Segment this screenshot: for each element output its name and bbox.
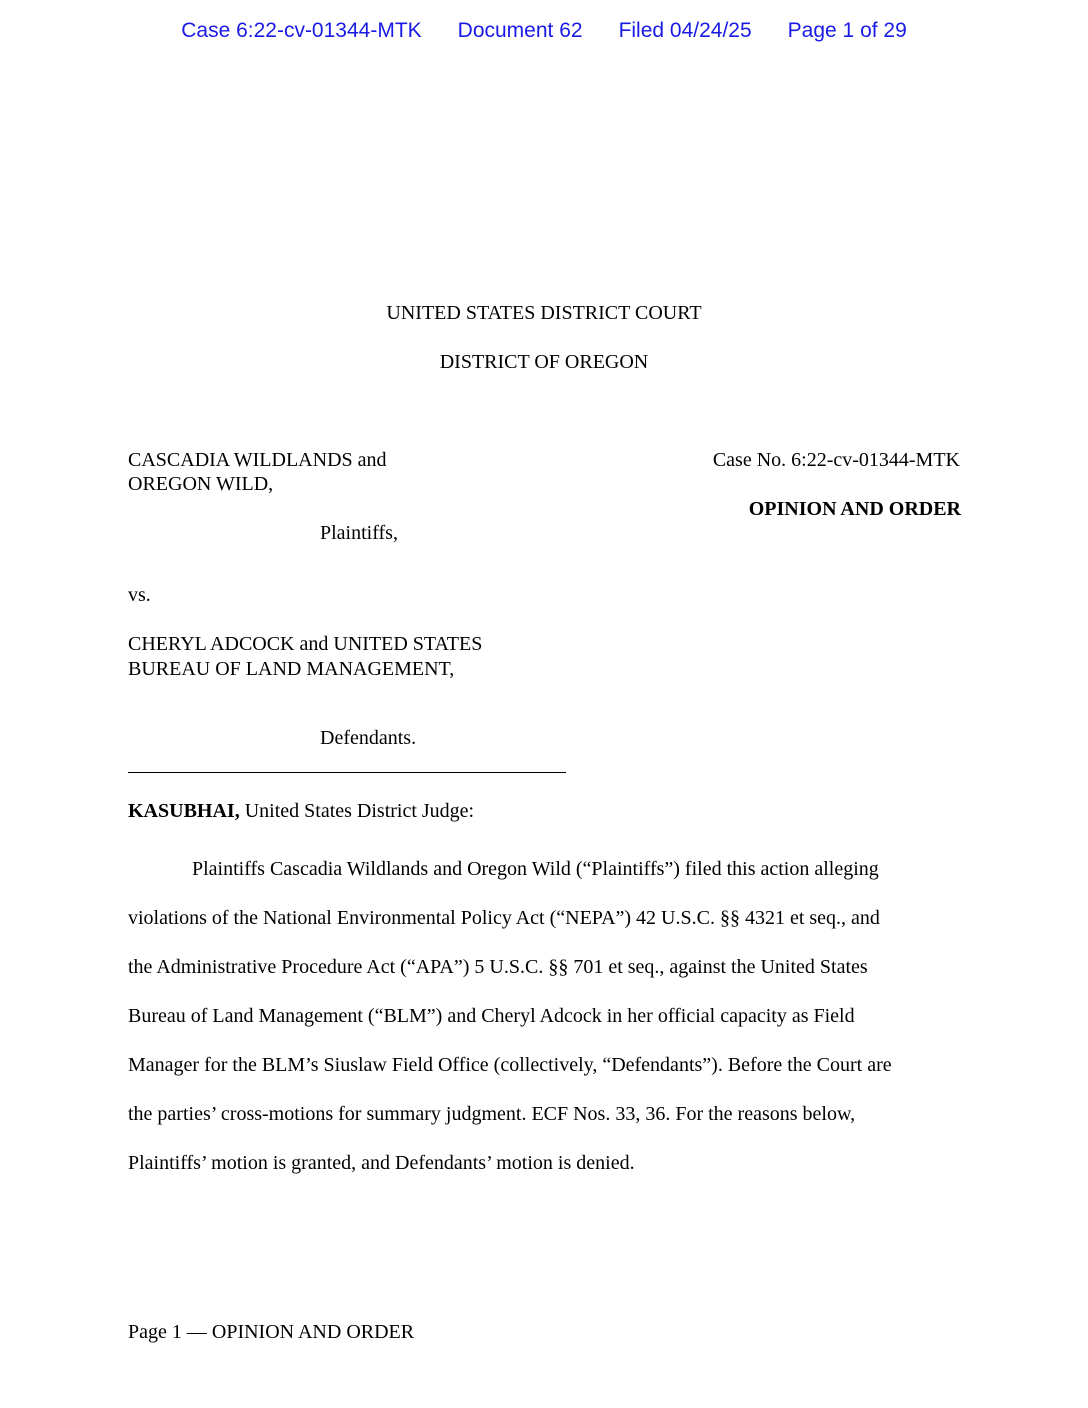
ecf-document-number: Document 62 — [457, 19, 583, 42]
defendants-name-line-2: BUREAU OF LAND MANAGEMENT, — [128, 658, 455, 680]
defendants-label: Defendants. — [320, 727, 417, 749]
versus: vs. — [128, 584, 151, 606]
plaintiffs-name-line-2: OREGON WILD, — [128, 473, 274, 495]
court-name: UNITED STATES DISTRICT COURT — [386, 302, 702, 324]
body-line: the Administrative Procedure Act (“APA”) 5 U.S.C. §§ 701 et seq., against the United States — [128, 956, 868, 978]
caption-divider — [128, 772, 566, 773]
page-footer: Page 1 — OPINION AND ORDER — [128, 1321, 415, 1343]
court-district: DISTRICT OF OREGON — [439, 351, 649, 373]
case-number: Case No. 6:22-cv-01344-MTK — [712, 449, 960, 471]
plaintiffs-name-line-1: CASCADIA WILDLANDS and — [128, 449, 387, 471]
opinion-body — [128, 845, 962, 1188]
judge-title: United States District Judge: — [239, 800, 475, 822]
plaintiffs-label: Plaintiffs, — [320, 522, 398, 544]
body-line: Manager for the BLM’s Siuslaw Field Office (collectively, “Defendants”). Before the Court are — [128, 1054, 892, 1076]
ecf-page-count: Page 1 of 29 — [787, 19, 907, 42]
body-line: Bureau of Land Management (“BLM”) and Cheryl Adcock in her official capacity as Field — [128, 1005, 855, 1027]
ecf-filed-date: Filed 04/24/25 — [618, 19, 752, 42]
judge-line — [128, 799, 474, 823]
ecf-header — [0, 19, 1088, 43]
body-line: violations of the National Environmental Policy Act (“NEPA”) 42 U.S.C. §§ 4321 et seq., and — [128, 907, 880, 929]
ecf-case-number: Case 6:22-cv-01344-MTK — [181, 19, 422, 42]
judge-name: KASUBHAI, — [128, 800, 240, 822]
document-title: OPINION AND ORDER — [748, 498, 961, 520]
body-line: Plaintiffs Cascadia Wildlands and Oregon Wild (“Plaintiffs”) filed this action alleging — [192, 858, 879, 880]
body-line: Plaintiffs’ motion is granted, and Defendants’ motion is denied. — [128, 1152, 635, 1174]
defendants-name-line-1: CHERYL ADCOCK and UNITED STATES — [128, 633, 483, 655]
body-line: the parties’ cross-motions for summary judgment. ECF Nos. 33, 36. For the reasons below, — [128, 1103, 856, 1125]
